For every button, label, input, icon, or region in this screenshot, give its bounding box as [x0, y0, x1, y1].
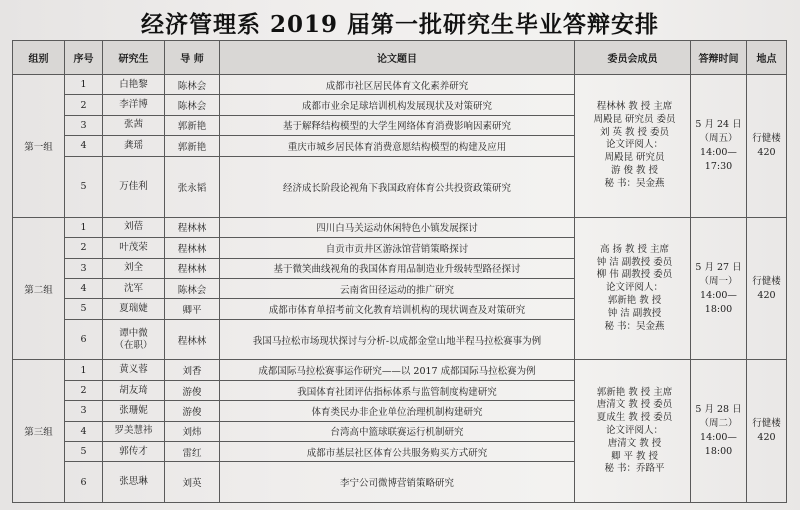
- student-line: 刘全: [123, 262, 143, 274]
- student-cell: [103, 462, 165, 503]
- committee-line: 秘 书：吴金燕: [604, 177, 665, 189]
- committee-line: 周殿昆 研究员 委员: [593, 113, 676, 125]
- student-line: 龚瑶: [123, 139, 143, 151]
- advisor-cell: 陈林会: [165, 75, 220, 95]
- student-cell: [103, 380, 165, 400]
- advisor-cell: 郭新艳: [165, 136, 220, 156]
- student-cell: [103, 360, 165, 380]
- advisor-cell: 程林林: [165, 238, 220, 258]
- advisor-cell: 雷红: [165, 442, 220, 462]
- advisor-cell: 卿平: [165, 299, 220, 319]
- student-line: 白艳黎: [119, 78, 148, 90]
- topic-cell: 台湾高中篮球联赛运行机制研究: [220, 421, 575, 441]
- table-row: [13, 360, 787, 380]
- committee-line: 秘 书：乔路平: [604, 463, 665, 475]
- seq-cell: 3: [65, 401, 103, 421]
- seq-cell: 1: [65, 75, 103, 95]
- committee-line: 论文评阅人：: [605, 282, 663, 294]
- header-group: 组别: [13, 41, 65, 75]
- place-cell: [747, 75, 787, 218]
- advisor-cell: 程林林: [165, 258, 220, 278]
- student-cell: [103, 217, 165, 237]
- time-cell: [691, 75, 747, 218]
- student-line: 黄义蓉: [119, 364, 148, 376]
- student-cell: [103, 278, 165, 298]
- seq-cell: 4: [65, 278, 103, 298]
- topic-cell: 成都市体育单招考前文化教育培训机构的现状调查及对策研究: [220, 299, 575, 319]
- topic-cell: 自贡市贡井区游泳馆营销策略探讨: [220, 238, 575, 258]
- header-committee: 委员会成员: [575, 41, 691, 75]
- student-line: 罗美慧祎: [114, 425, 153, 437]
- advisor-cell: 游俊: [165, 401, 220, 421]
- seq-cell: 6: [65, 462, 103, 503]
- student-line: 谭中微: [119, 327, 148, 339]
- student-cell: [103, 421, 165, 441]
- place-line: 行健楼: [752, 418, 781, 430]
- committee-line: 秘 书：吴金燕: [604, 320, 665, 332]
- student-cell: [103, 238, 165, 258]
- student-cell: [103, 442, 165, 462]
- seq-cell: 5: [65, 299, 103, 319]
- topic-cell: 经济成长阶段论视角下我国政府体育公共投资政策研究: [220, 156, 575, 217]
- student-line: 夏瑞婕: [119, 302, 148, 314]
- group-name: 第一组: [13, 75, 65, 218]
- student-cell: [103, 401, 165, 421]
- table-body: [13, 75, 787, 503]
- committee-line: 游 俊 教 授: [610, 165, 659, 177]
- advisor-cell: 郭新艳: [165, 115, 220, 135]
- student-line: （在职）: [114, 339, 153, 351]
- committee-line: 柳 伟 副教授 委员: [596, 269, 673, 281]
- student-line: 万佳利: [119, 180, 148, 192]
- student-line: 张珊妮: [119, 404, 148, 416]
- topic-cell: 成都市基层社区体育公共服务购买方式研究: [220, 442, 575, 462]
- time-line: 14:00—17:30: [700, 146, 737, 172]
- time-line: 5 月 28 日: [695, 404, 742, 416]
- time-line: 5 月 24 日: [695, 118, 742, 130]
- topic-cell: 我国马拉松市场现状探讨与分析-以成都金堂山地半程马拉松赛事为例: [220, 319, 575, 360]
- advisor-cell: 刘炜: [165, 421, 220, 441]
- advisor-cell: 刘英: [165, 462, 220, 503]
- committee-line: 郭新艳 教 授 主席: [596, 386, 673, 398]
- student-cell: [103, 299, 165, 319]
- place-cell: [747, 360, 787, 503]
- place-line: 行健楼: [752, 132, 781, 144]
- topic-cell: 成都市社区居民体育文化素养研究: [220, 75, 575, 95]
- place-line: 420: [757, 432, 776, 444]
- committee-line: 唐清文 教 授: [607, 437, 662, 449]
- header-student: 研究生: [103, 41, 165, 75]
- seq-cell: 1: [65, 217, 103, 237]
- advisor-cell: 程林林: [165, 217, 220, 237]
- committee-line: 高 扬 教 授 主席: [599, 243, 670, 255]
- student-line: 刘蓓: [123, 221, 143, 233]
- committee-line: 程林林 教 授 主席: [596, 101, 673, 113]
- table-row: [13, 217, 787, 237]
- time-line: （周五）: [699, 132, 738, 144]
- time-cell: [691, 217, 747, 360]
- student-cell: [103, 115, 165, 135]
- place-line: 行健楼: [752, 275, 781, 287]
- student-line: 胡友琦: [119, 384, 148, 396]
- student-cell: [103, 156, 165, 217]
- place-line: 420: [757, 146, 776, 158]
- time-line: 5 月 27 日: [695, 261, 742, 273]
- student-line: 张茜: [123, 119, 143, 131]
- advisor-cell: 陈林会: [165, 278, 220, 298]
- group-name: 第二组: [13, 217, 65, 360]
- student-line: 郭传才: [119, 445, 148, 457]
- committee-cell: [575, 360, 691, 503]
- committee-cell: [575, 75, 691, 218]
- header-time: 答辩时间: [691, 41, 747, 75]
- student-cell: [103, 75, 165, 95]
- seq-cell: 1: [65, 360, 103, 380]
- defense-schedule-table: [12, 40, 787, 503]
- topic-cell: 云南省田径运动的推广研究: [220, 278, 575, 298]
- advisor-cell: 张永韬: [165, 156, 220, 217]
- group-name: 第三组: [13, 360, 65, 503]
- seq-cell: 2: [65, 380, 103, 400]
- seq-cell: 4: [65, 421, 103, 441]
- time-line: （周二）: [699, 418, 738, 430]
- seq-cell: 2: [65, 238, 103, 258]
- topic-cell: 成都市业余足球培训机构发展现状及对策研究: [220, 95, 575, 115]
- committee-line: 夏成生 教 授 委员: [596, 412, 673, 424]
- committee-line: 周殿昆 研究员: [604, 152, 665, 164]
- seq-cell: 5: [65, 442, 103, 462]
- committee-cell: [575, 217, 691, 360]
- topic-cell: 成都国际马拉松赛事运作研究——以 2017 成都国际马拉松赛为例: [220, 360, 575, 380]
- seq-cell: 3: [65, 115, 103, 135]
- topic-cell: 四川白马关运动休闲特色小镇发展探讨: [220, 217, 575, 237]
- time-cell: [691, 360, 747, 503]
- seq-cell: 2: [65, 95, 103, 115]
- student-line: 叶茂荣: [119, 241, 148, 253]
- header-seq: 序号: [65, 41, 103, 75]
- place-line: 420: [757, 289, 776, 301]
- topic-cell: 李宁公司微博营销策略研究: [220, 462, 575, 503]
- time-line: （周一）: [699, 275, 738, 287]
- topic-cell: 重庆市城乡居民体育消费意愿结构模型的构建及应用: [220, 136, 575, 156]
- committee-line: 卿 平 教 授: [610, 450, 659, 462]
- place-cell: [747, 217, 787, 360]
- committee-line: 论文评阅人：: [605, 424, 663, 436]
- topic-cell: 我国体育社团评估指标体系与监管制度构建研究: [220, 380, 575, 400]
- header-advisor: 导 师: [165, 41, 220, 75]
- advisor-cell: 游俊: [165, 380, 220, 400]
- student-line: 李洋博: [119, 99, 148, 111]
- committee-line: 论文评阅人：: [605, 139, 663, 151]
- table-row: [13, 75, 787, 95]
- seq-cell: 5: [65, 156, 103, 217]
- page-title: 经济管理系 2019 届第一批研究生毕业答辩安排: [140, 11, 660, 38]
- header-place: 地点: [747, 41, 787, 75]
- student-cell: [103, 258, 165, 278]
- student-cell: [103, 319, 165, 360]
- header-row: [13, 41, 787, 75]
- seq-cell: 4: [65, 136, 103, 156]
- committee-line: 刘 英 教 授 委员: [599, 126, 670, 138]
- seq-cell: 6: [65, 319, 103, 360]
- seq-cell: 3: [65, 258, 103, 278]
- topic-cell: 基于微笑曲线视角的我国体育用品制造业升级转型路径探讨: [220, 258, 575, 278]
- student-cell: [103, 95, 165, 115]
- committee-line: 唐清文 教 授 委员: [596, 399, 673, 411]
- student-line: 沈军: [123, 282, 143, 294]
- topic-cell: 体育类民办非企业单位治理机制构建研究: [220, 401, 575, 421]
- advisor-cell: 程林林: [165, 319, 220, 360]
- committee-line: 钟 洁 副教授 委员: [596, 256, 673, 268]
- committee-line: 郭新艳 教 授: [607, 295, 662, 306]
- time-line: 14:00—18:00: [700, 289, 737, 315]
- advisor-cell: 刘香: [165, 360, 220, 380]
- student-cell: [103, 136, 165, 156]
- topic-cell: 基于解释结构模型的大学生网络体育消费影响因素研究: [220, 115, 575, 135]
- committee-line: 钟 洁 副教授: [607, 307, 662, 319]
- student-line: 张思琳: [119, 476, 148, 488]
- advisor-cell: 陈林会: [165, 95, 220, 115]
- header-topic: 论文题目: [220, 41, 575, 75]
- time-line: 14:00—18:00: [700, 432, 737, 458]
